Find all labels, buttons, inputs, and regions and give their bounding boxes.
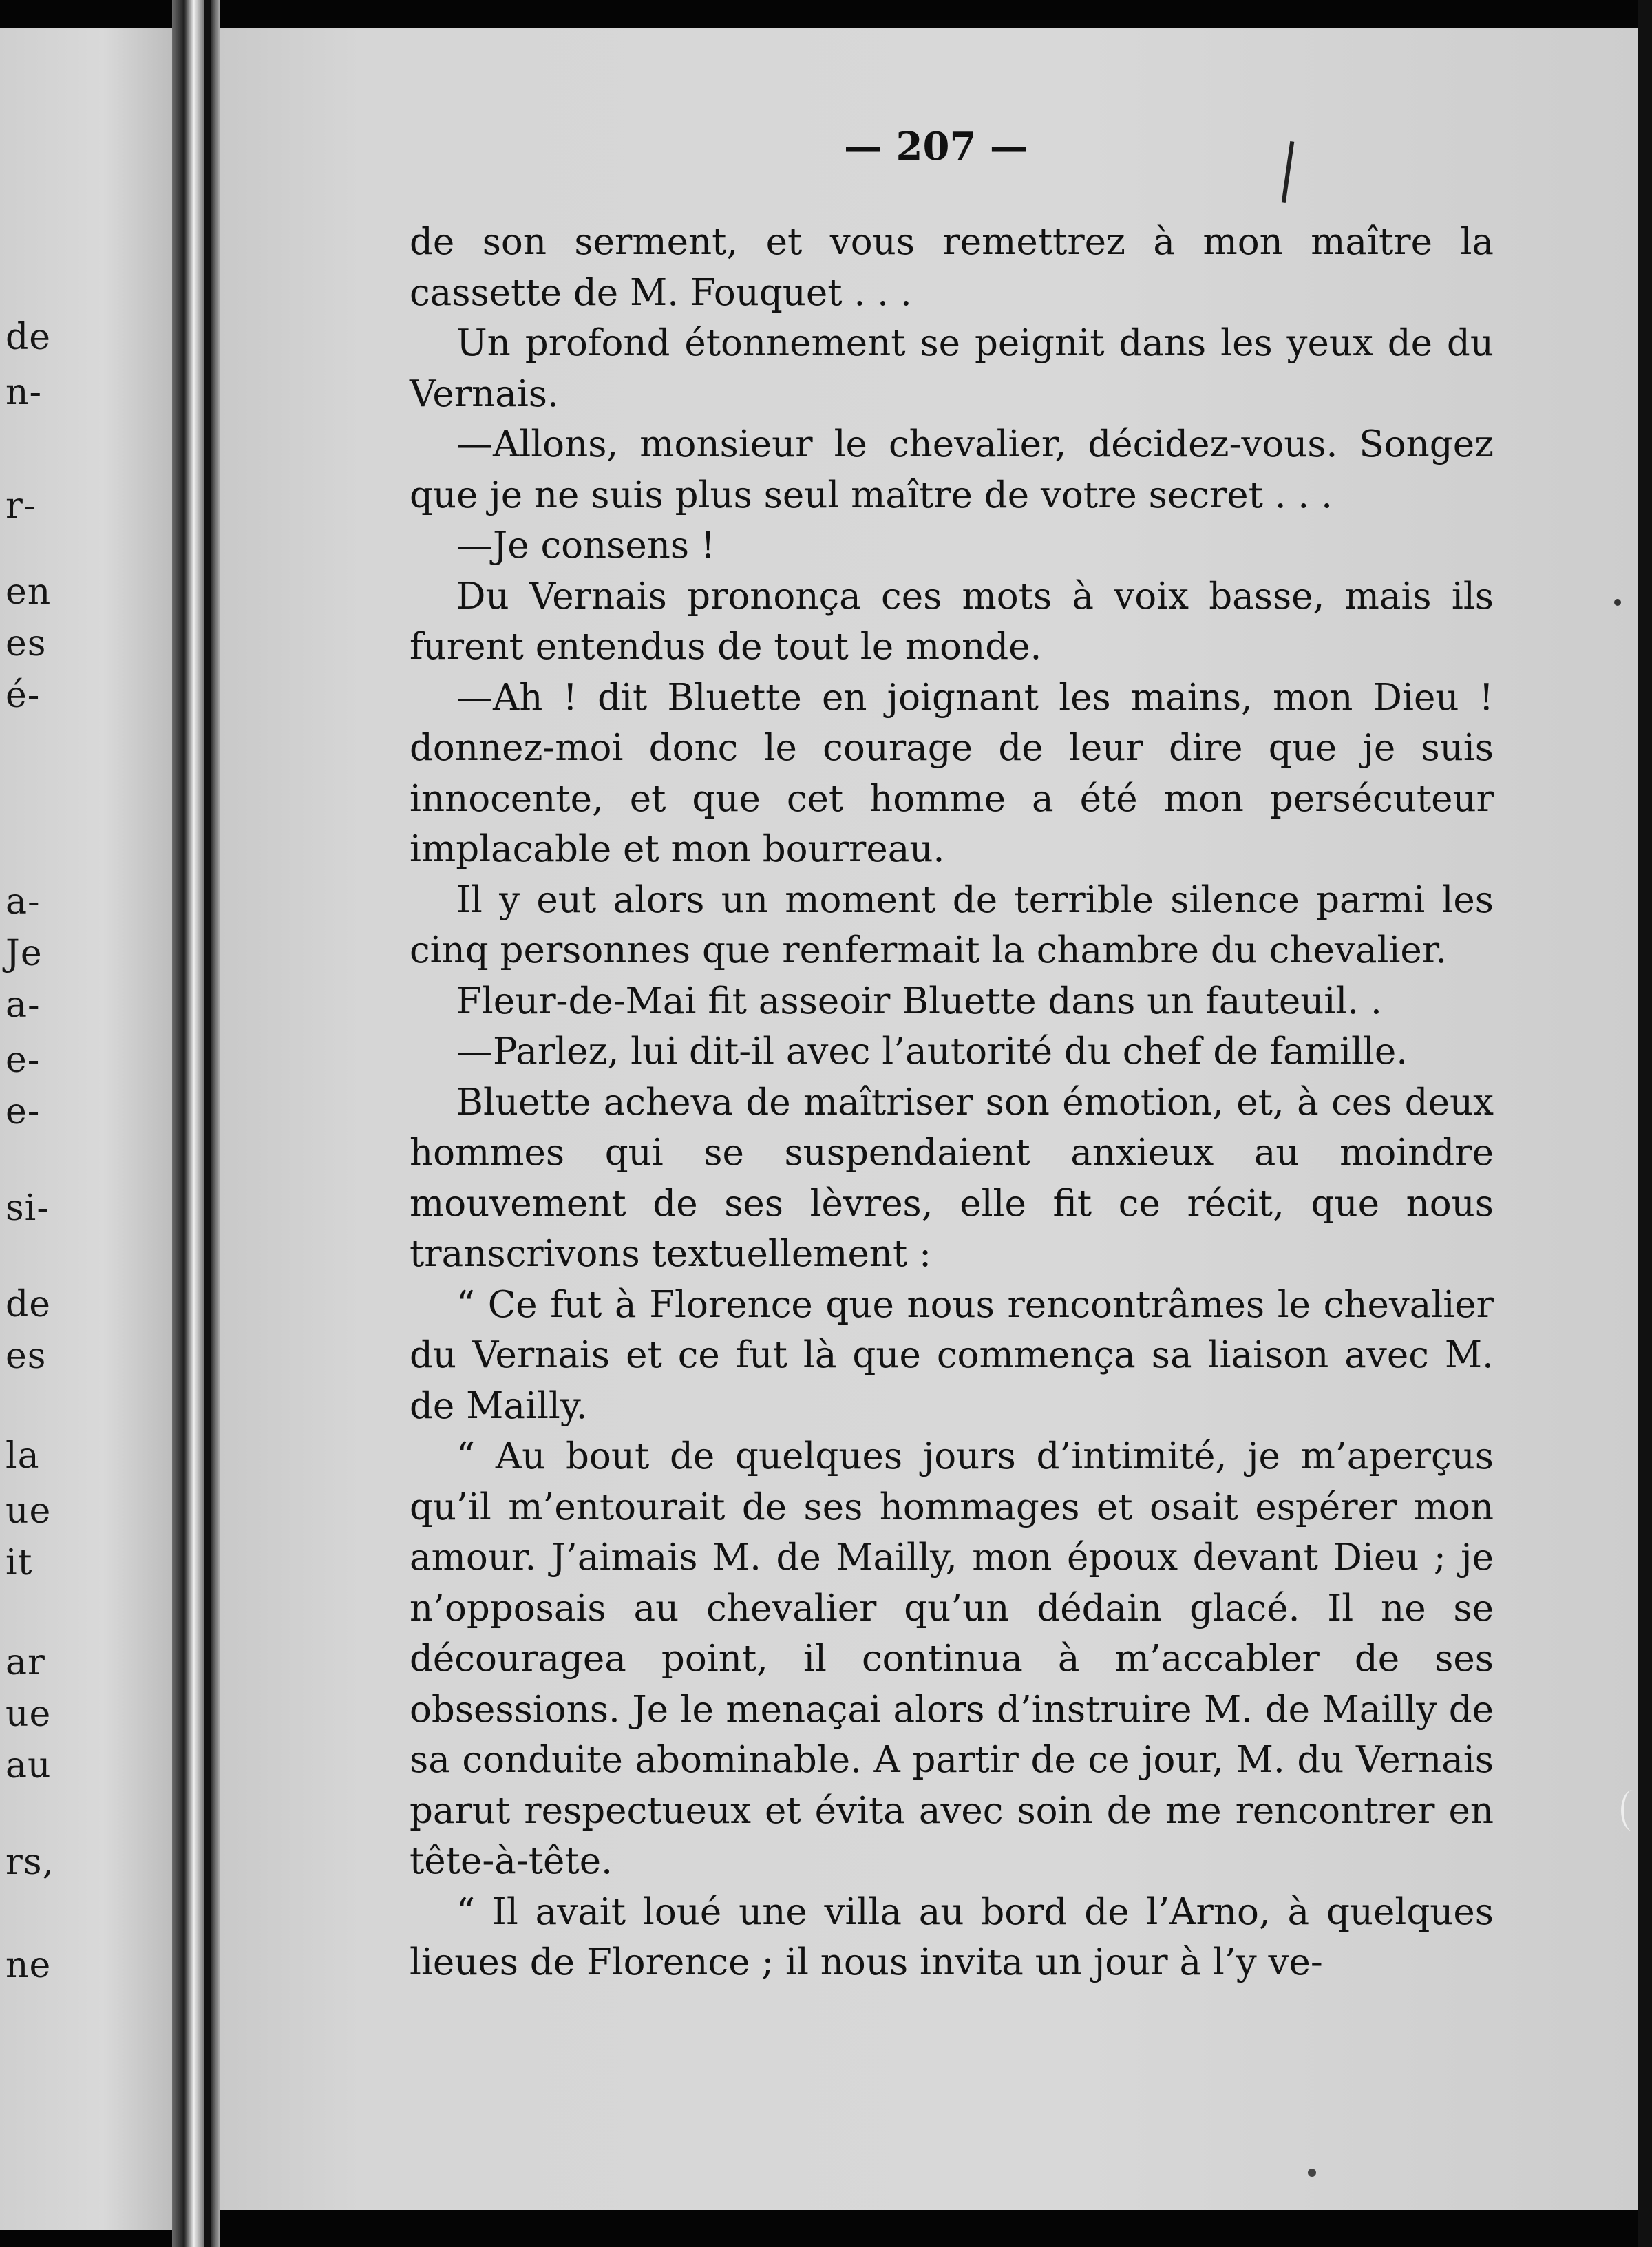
book-gutter (172, 0, 220, 2247)
paragraph: Du Vernais prononça ces mots à voix basse, mais ils furent entendus de tout le monde. (410, 575, 1494, 668)
paragraph: de son serment, et vous remettrez à mon maître la cassette de M. Fouquet . . . (410, 221, 1494, 314)
previous-page-fragment: e- (6, 1091, 41, 1132)
previous-page-fragment: a- (6, 984, 41, 1026)
dialogue-line: —Parlez, lui dit-il avec l’autorité du chef de famille. (456, 1031, 1408, 1073)
previous-page-fragment: es (6, 623, 47, 664)
binding-shadow (204, 0, 211, 2247)
previous-page-fragment: ue (6, 1490, 52, 1532)
previous-page-fragment: en (6, 571, 52, 613)
previous-page-fragment: la (6, 1435, 40, 1477)
previous-page-fragment: e- (6, 1040, 41, 1081)
previous-page-fragment: au (6, 1745, 52, 1786)
ink-speck (1614, 599, 1621, 606)
paragraph: Bluette acheva de maîtriser son émotion, et, à ces deux hommes qui se suspendaient anxieux au moindre mouvement de ses lèvres, elle fit ce récit, que nous transcrivons textuellement : (410, 1081, 1494, 1275)
previous-page-fragment: de (6, 317, 52, 358)
previous-page-fragment: ne (6, 1945, 52, 1986)
previous-page-fragment: es (6, 1336, 47, 1377)
previous-page-fragment: it (6, 1542, 33, 1583)
previous-page-text-fragments (0, 28, 172, 2230)
previous-page-fragment: Je (6, 933, 43, 974)
page-body-text (410, 217, 1494, 1988)
previous-page-fragment: rs, (6, 1842, 55, 1883)
previous-page-fragment: é- (6, 675, 41, 716)
page-number: — 207 — (844, 124, 1028, 169)
previous-page-edge (0, 28, 172, 2230)
scan-right-border (1638, 0, 1652, 2247)
quoted-paragraph: “ Ce fut à Florence que nous rencontrâmes le chevalier du Vernais et ce fut là que commença sa liaison avec M. de Mailly. (410, 1283, 1494, 1427)
quoted-paragraph: “ Au bout de quelques jours d’intimité, je m’aperçus qu’il m’entourait de ses hommages et osait espérer mon amour. J’aimais M. de Mailly, mon époux devant Dieu ; je n’opposais au chevalier qu’un dédain glacé. Il ne se découragea point, il continua à m’accabler de ses obsessions. Je le menaçai alors d’instruire M. de Mailly de sa conduite abominable. A partir de ce jour, M. du Vernais parut respectueux et évita avec soin de me rencontrer en tête-à-tête. (410, 1435, 1494, 1882)
previous-page-fragment: de (6, 1284, 52, 1325)
previous-page-fragment: r- (6, 485, 36, 527)
quoted-paragraph: “ Il avait loué une villa au bord de l’Arno, à quelques lieues de Florence ; il nous invita un jour à l’y ve- (410, 1890, 1494, 1983)
paragraph: Un profond étonnement se peignit dans les yeux de du Vernais. (410, 322, 1494, 415)
dialogue-line: —Ah ! dit Bluette en joignant les mains, mon Dieu ! donnez-moi donc le courage de leur dire que je suis innocente, et que cet homme a été mon persécuteur implacable et mon bourreau. (410, 676, 1494, 870)
dialogue-line: —Allons, monsieur le chevalier, décidez-vous. Songez que je ne suis plus seul maître de votre secret . . . (410, 423, 1494, 516)
previous-page-fragment: n- (6, 372, 43, 413)
dialogue-line: —Je consens ! (456, 525, 716, 567)
paragraph: Il y eut alors un moment de terrible silence parmi les cinq personnes que renfermait la chambre du chevalier. (410, 878, 1494, 971)
paragraph: Fleur-de-Mai fit asseoir Bluette dans un fauteuil. . (456, 980, 1382, 1022)
previous-page-fragment: si- (6, 1188, 50, 1229)
ink-speck (1308, 2169, 1316, 2177)
previous-page-fragment: a- (6, 881, 41, 922)
previous-page-fragment: ar (6, 1642, 45, 1683)
previous-page-fragment: ue (6, 1694, 52, 1735)
